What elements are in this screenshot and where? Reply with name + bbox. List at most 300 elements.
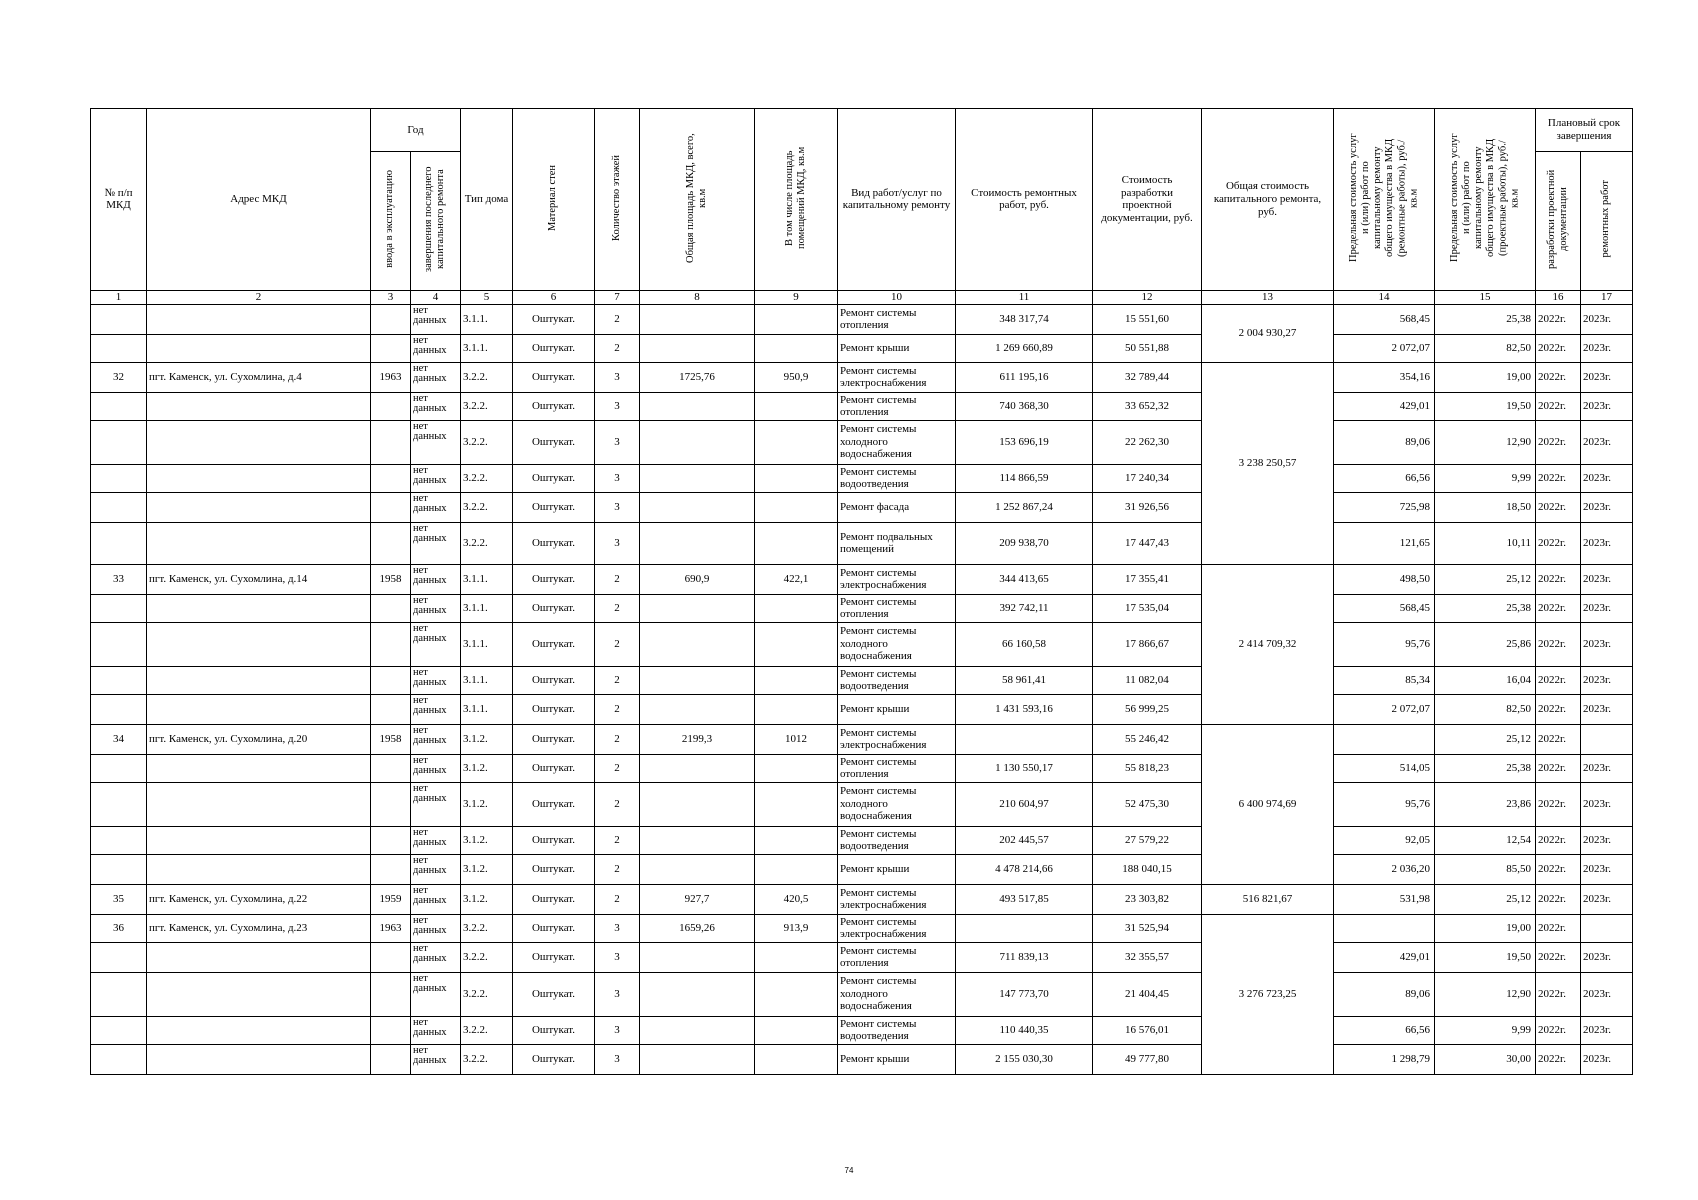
floors-cell: 3 [595, 392, 640, 420]
year-built-cell [371, 420, 411, 464]
repair-cost-cell [956, 914, 1093, 942]
floors-cell: 3 [595, 522, 640, 564]
floors-cell: 2 [595, 884, 640, 914]
header-floors-text: Количество этажей [610, 154, 622, 241]
planned-repair-cell: 2023г. [1581, 1044, 1633, 1074]
limit-repair-cell: 121,65 [1334, 522, 1435, 564]
work-type-cell: Ремонт системы электроснабжения [838, 564, 956, 594]
table-row [91, 362, 1633, 392]
planned-design-cell: 2022г. [1536, 362, 1581, 392]
work-type-cell: Ремонт крыши [838, 334, 956, 362]
planned-design-cell: 2022г. [1536, 694, 1581, 724]
limit-repair-cell: 568,45 [1334, 594, 1435, 622]
row-number-cell: 35 [91, 884, 147, 914]
year-built-cell [371, 782, 411, 826]
total-area-cell [640, 1044, 755, 1074]
row-number-cell: 32 [91, 362, 147, 392]
header-repair-cost: Стоимость ремонтных работ, руб. [956, 109, 1093, 291]
last-repair-status-cell: нет данных [411, 334, 461, 362]
house-type-cell: 3.1.2. [461, 754, 513, 782]
total-area-cell [640, 782, 755, 826]
last-repair-status-cell: нет данных [411, 972, 461, 1016]
column-number: 10 [838, 290, 956, 304]
column-number: 14 [1334, 290, 1435, 304]
last-repair-status-cell: нет данных [411, 754, 461, 782]
last-repair-status-cell: нет данных [411, 782, 461, 826]
total-area-cell: 1659,26 [640, 914, 755, 942]
floors-cell: 2 [595, 334, 640, 362]
year-built-cell [371, 334, 411, 362]
design-cost-cell: 17 355,41 [1093, 564, 1202, 594]
house-type-cell: 3.1.2. [461, 724, 513, 754]
planned-repair-cell: 2023г. [1581, 464, 1633, 492]
planned-design-cell: 2022г. [1536, 492, 1581, 522]
premises-area-cell [755, 594, 838, 622]
floors-cell: 2 [595, 304, 640, 334]
limit-repair-cell: 498,50 [1334, 564, 1435, 594]
wall-material-cell: Оштукат. [513, 754, 595, 782]
planned-repair-cell: 2023г. [1581, 392, 1633, 420]
design-cost-cell: 56 999,25 [1093, 694, 1202, 724]
planned-design-cell: 2022г. [1536, 972, 1581, 1016]
work-type-cell: Ремонт системы холодного водоснабжения [838, 622, 956, 666]
year-built-cell: 1959 [371, 884, 411, 914]
limit-design-cell: 25,38 [1435, 754, 1536, 782]
floors-cell: 2 [595, 622, 640, 666]
column-number: 11 [956, 290, 1093, 304]
house-type-cell: 3.1.1. [461, 304, 513, 334]
header-total-cost: Общая стоимость капитального ремонта, руб. [1202, 109, 1334, 291]
row-number-cell [91, 782, 147, 826]
design-cost-cell: 21 404,45 [1093, 972, 1202, 1016]
work-type-cell: Ремонт системы отопления [838, 942, 956, 972]
last-repair-status-cell: нет данных [411, 1044, 461, 1074]
table-row [91, 420, 1633, 464]
planned-design-cell: 2022г. [1536, 724, 1581, 754]
header-premises-area-text: В том числе площадь помещений МКД, кв.м [783, 146, 807, 249]
total-cost-cell: 3 276 723,25 [1202, 914, 1334, 1074]
premises-area-cell: 950,9 [755, 362, 838, 392]
floors-cell: 3 [595, 972, 640, 1016]
limit-design-cell: 30,00 [1435, 1044, 1536, 1074]
floors-cell: 2 [595, 782, 640, 826]
limit-design-cell: 12,90 [1435, 972, 1536, 1016]
repair-cost-cell: 1 252 867,24 [956, 492, 1093, 522]
repair-cost-cell: 711 839,13 [956, 942, 1093, 972]
limit-design-cell: 85,50 [1435, 854, 1536, 884]
repair-cost-cell: 202 445,57 [956, 826, 1093, 854]
last-repair-status-cell: нет данных [411, 914, 461, 942]
premises-area-cell [755, 826, 838, 854]
planned-repair-cell: 2023г. [1581, 1016, 1633, 1044]
limit-design-cell: 25,12 [1435, 564, 1536, 594]
table-row [91, 942, 1633, 972]
row-number-cell [91, 464, 147, 492]
floors-cell: 2 [595, 826, 640, 854]
header-address: Адрес МКД [147, 109, 371, 291]
header-limit-design [1435, 109, 1536, 291]
column-number: 2 [147, 290, 371, 304]
limit-repair-cell: 2 036,20 [1334, 854, 1435, 884]
design-cost-cell: 17 240,34 [1093, 464, 1202, 492]
planned-repair-cell: 2023г. [1581, 666, 1633, 694]
limit-design-cell: 19,50 [1435, 942, 1536, 972]
total-area-cell: 2199,3 [640, 724, 755, 754]
last-repair-status-cell: нет данных [411, 420, 461, 464]
repair-cost-cell: 66 160,58 [956, 622, 1093, 666]
row-number-cell [91, 972, 147, 1016]
work-type-cell: Ремонт системы холодного водоснабжения [838, 420, 956, 464]
repair-cost-cell: 392 742,11 [956, 594, 1093, 622]
work-type-cell: Ремонт системы отопления [838, 594, 956, 622]
limit-design-cell: 12,90 [1435, 420, 1536, 464]
header-planned-repair-text: ремонтных работ [1600, 180, 1612, 258]
planned-design-cell: 2022г. [1536, 826, 1581, 854]
design-cost-cell: 50 551,88 [1093, 334, 1202, 362]
planned-repair-cell: 2023г. [1581, 594, 1633, 622]
work-type-cell: Ремонт системы отопления [838, 392, 956, 420]
address-cell [147, 392, 371, 420]
total-area-cell [640, 694, 755, 724]
premises-area-cell: 422,1 [755, 564, 838, 594]
address-cell [147, 492, 371, 522]
design-cost-cell: 55 246,42 [1093, 724, 1202, 754]
wall-material-cell: Оштукат. [513, 622, 595, 666]
work-type-cell: Ремонт системы водоотведения [838, 464, 956, 492]
row-number-cell [91, 594, 147, 622]
row-number-cell [91, 694, 147, 724]
design-cost-cell: 33 652,32 [1093, 392, 1202, 420]
floors-cell: 2 [595, 694, 640, 724]
last-repair-status-cell: нет данных [411, 942, 461, 972]
total-area-cell [640, 666, 755, 694]
wall-material-cell: Оштукат. [513, 724, 595, 754]
premises-area-cell [755, 694, 838, 724]
repair-cost-cell: 1 431 593,16 [956, 694, 1093, 724]
year-built-cell [371, 942, 411, 972]
last-repair-status-cell: нет данных [411, 826, 461, 854]
floors-cell: 3 [595, 420, 640, 464]
premises-area-cell [755, 972, 838, 1016]
planned-design-cell: 2022г. [1536, 914, 1581, 942]
table-row [91, 666, 1633, 694]
limit-repair-cell: 429,01 [1334, 392, 1435, 420]
planned-design-cell: 2022г. [1536, 754, 1581, 782]
last-repair-status-cell: нет данных [411, 522, 461, 564]
header-premises-area [755, 109, 838, 291]
planned-design-cell: 2022г. [1536, 854, 1581, 884]
premises-area-cell [755, 782, 838, 826]
row-number-cell [91, 420, 147, 464]
column-number: 3 [371, 290, 411, 304]
premises-area-cell [755, 942, 838, 972]
column-number: 6 [513, 290, 595, 304]
column-number-row [91, 290, 1633, 304]
floors-cell: 3 [595, 1044, 640, 1074]
total-area-cell [640, 594, 755, 622]
house-type-cell: 3.1.2. [461, 884, 513, 914]
floors-cell: 3 [595, 362, 640, 392]
total-area-cell [640, 420, 755, 464]
repair-cost-cell: 611 195,16 [956, 362, 1093, 392]
house-type-cell: 3.1.1. [461, 594, 513, 622]
column-number: 9 [755, 290, 838, 304]
table-row [91, 622, 1633, 666]
work-type-cell: Ремонт системы отопления [838, 754, 956, 782]
wall-material-cell: Оштукат. [513, 392, 595, 420]
limit-repair-cell: 66,56 [1334, 464, 1435, 492]
floors-cell: 3 [595, 942, 640, 972]
work-type-cell: Ремонт системы холодного водоснабжения [838, 782, 956, 826]
total-area-cell [640, 334, 755, 362]
planned-design-cell: 2022г. [1536, 334, 1581, 362]
work-type-cell: Ремонт фасада [838, 492, 956, 522]
table-row [91, 826, 1633, 854]
address-cell [147, 754, 371, 782]
total-area-cell [640, 972, 755, 1016]
work-type-cell: Ремонт системы электроснабжения [838, 724, 956, 754]
header-total-area [640, 109, 755, 291]
limit-design-cell: 25,12 [1435, 724, 1536, 754]
total-area-cell: 1725,76 [640, 362, 755, 392]
last-repair-status-cell: нет данных [411, 622, 461, 666]
premises-area-cell [755, 622, 838, 666]
year-built-cell [371, 754, 411, 782]
repair-cost-cell: 1 269 660,89 [956, 334, 1093, 362]
premises-area-cell [755, 420, 838, 464]
limit-design-cell: 19,00 [1435, 362, 1536, 392]
limit-repair-cell: 95,76 [1334, 782, 1435, 826]
wall-material-cell: Оштукат. [513, 564, 595, 594]
limit-design-cell: 25,38 [1435, 304, 1536, 334]
last-repair-status-cell: нет данных [411, 884, 461, 914]
wall-material-cell: Оштукат. [513, 492, 595, 522]
total-cost-cell: 516 821,67 [1202, 884, 1334, 914]
header-limit-repair [1334, 109, 1435, 291]
floors-cell: 3 [595, 1016, 640, 1044]
column-number: 4 [411, 290, 461, 304]
planned-repair-cell [1581, 724, 1633, 754]
wall-material-cell: Оштукат. [513, 694, 595, 724]
address-cell [147, 464, 371, 492]
design-cost-cell: 17 866,67 [1093, 622, 1202, 666]
planned-design-cell: 2022г. [1536, 564, 1581, 594]
repair-cost-cell: 1 130 550,17 [956, 754, 1093, 782]
planned-repair-cell: 2023г. [1581, 694, 1633, 724]
address-cell [147, 1016, 371, 1044]
year-built-cell: 1958 [371, 564, 411, 594]
limit-design-cell: 25,86 [1435, 622, 1536, 666]
house-type-cell: 3.2.2. [461, 420, 513, 464]
wall-material-cell: Оштукат. [513, 782, 595, 826]
wall-material-cell: Оштукат. [513, 464, 595, 492]
planned-design-cell: 2022г. [1536, 464, 1581, 492]
design-cost-cell: 31 926,56 [1093, 492, 1202, 522]
wall-material-cell: Оштукат. [513, 972, 595, 1016]
limit-design-cell: 82,50 [1435, 694, 1536, 724]
premises-area-cell [755, 334, 838, 362]
last-repair-status-cell: нет данных [411, 1016, 461, 1044]
limit-design-cell: 23,86 [1435, 782, 1536, 826]
address-cell [147, 782, 371, 826]
planned-repair-cell: 2023г. [1581, 362, 1633, 392]
limit-repair-cell: 85,34 [1334, 666, 1435, 694]
planned-repair-cell: 2023г. [1581, 304, 1633, 334]
address-cell [147, 304, 371, 334]
limit-repair-cell: 429,01 [1334, 942, 1435, 972]
address-cell: пгт. Каменск, ул. Сухомлина, д.20 [147, 724, 371, 754]
table-row [91, 1044, 1633, 1074]
planned-design-cell: 2022г. [1536, 594, 1581, 622]
address-cell [147, 942, 371, 972]
limit-design-cell: 16,04 [1435, 666, 1536, 694]
last-repair-status-cell: нет данных [411, 392, 461, 420]
premises-area-cell [755, 754, 838, 782]
design-cost-cell: 52 475,30 [1093, 782, 1202, 826]
limit-repair-cell: 95,76 [1334, 622, 1435, 666]
planned-repair-cell: 2023г. [1581, 492, 1633, 522]
planned-repair-cell: 2023г. [1581, 334, 1633, 362]
house-type-cell: 3.1.2. [461, 854, 513, 884]
header-wall-material [513, 109, 595, 291]
premises-area-cell [755, 1044, 838, 1074]
planned-design-cell: 2022г. [1536, 1044, 1581, 1074]
year-built-cell [371, 1016, 411, 1044]
work-type-cell: Ремонт системы электроснабжения [838, 914, 956, 942]
limit-repair-cell: 568,45 [1334, 304, 1435, 334]
house-type-cell: 3.2.2. [461, 492, 513, 522]
row-number-cell: 33 [91, 564, 147, 594]
capital-repair-table [90, 108, 1633, 1075]
design-cost-cell: 17 535,04 [1093, 594, 1202, 622]
header-work-type: Вид работ/услуг по капитальному ремонту [838, 109, 956, 291]
repair-cost-cell: 348 317,74 [956, 304, 1093, 334]
premises-area-cell [755, 492, 838, 522]
year-built-cell: 1963 [371, 914, 411, 942]
work-type-cell: Ремонт крыши [838, 854, 956, 884]
address-cell [147, 826, 371, 854]
table-row [91, 754, 1633, 782]
work-type-cell: Ремонт системы отопления [838, 304, 956, 334]
year-built-cell [371, 304, 411, 334]
header-year-last-repair [411, 152, 461, 291]
row-number-cell [91, 1016, 147, 1044]
row-number-cell [91, 522, 147, 564]
limit-design-cell: 19,50 [1435, 392, 1536, 420]
planned-repair-cell: 2023г. [1581, 854, 1633, 884]
year-built-cell [371, 622, 411, 666]
table-row [91, 884, 1633, 914]
floors-cell: 2 [595, 754, 640, 782]
limit-repair-cell [1334, 914, 1435, 942]
wall-material-cell: Оштукат. [513, 420, 595, 464]
planned-repair-cell: 2023г. [1581, 942, 1633, 972]
row-number-cell [91, 1044, 147, 1074]
limit-repair-cell: 92,05 [1334, 826, 1435, 854]
floors-cell: 2 [595, 666, 640, 694]
last-repair-status-cell: нет данных [411, 492, 461, 522]
design-cost-cell: 23 303,82 [1093, 884, 1202, 914]
house-type-cell: 3.2.2. [461, 392, 513, 420]
header-limit-design-text: Предельная стоимость услуг и (или) работ по капитальному ремонту общего имущества в МКД (проектные работы), руб./кв.м [1448, 133, 1521, 262]
premises-area-cell: 913,9 [755, 914, 838, 942]
work-type-cell: Ремонт системы электроснабжения [838, 884, 956, 914]
header-year-built [371, 152, 411, 291]
house-type-cell: 3.1.1. [461, 334, 513, 362]
last-repair-status-cell: нет данных [411, 362, 461, 392]
planned-repair-cell: 2023г. [1581, 826, 1633, 854]
year-built-cell [371, 522, 411, 564]
total-area-cell [640, 622, 755, 666]
header-design-cost: Стоимость разработки проектной документации, руб. [1093, 109, 1202, 291]
planned-repair-cell: 2023г. [1581, 782, 1633, 826]
house-type-cell: 3.1.2. [461, 826, 513, 854]
address-cell [147, 854, 371, 884]
table-row [91, 972, 1633, 1016]
planned-design-cell: 2022г. [1536, 522, 1581, 564]
floors-cell: 2 [595, 854, 640, 884]
table-row [91, 304, 1633, 334]
table-row [91, 724, 1633, 754]
row-number-cell [91, 754, 147, 782]
house-type-cell: 3.1.1. [461, 666, 513, 694]
total-area-cell [640, 754, 755, 782]
wall-material-cell: Оштукат. [513, 522, 595, 564]
limit-repair-cell: 89,06 [1334, 420, 1435, 464]
page-number: 74 [844, 1166, 854, 1175]
wall-material-cell: Оштукат. [513, 884, 595, 914]
year-built-cell [371, 972, 411, 1016]
repair-cost-cell: 153 696,19 [956, 420, 1093, 464]
work-type-cell: Ремонт системы электроснабжения [838, 362, 956, 392]
premises-area-cell: 420,5 [755, 884, 838, 914]
house-type-cell: 3.2.2. [461, 972, 513, 1016]
header-total-area-text: Общая площадь МКД, всего, кв.м [684, 132, 708, 263]
limit-repair-cell: 1 298,79 [1334, 1044, 1435, 1074]
total-area-cell [640, 464, 755, 492]
total-area-cell [640, 826, 755, 854]
design-cost-cell: 22 262,30 [1093, 420, 1202, 464]
design-cost-cell: 16 576,01 [1093, 1016, 1202, 1044]
row-number-cell: 34 [91, 724, 147, 754]
limit-design-cell: 18,50 [1435, 492, 1536, 522]
limit-design-cell: 25,12 [1435, 884, 1536, 914]
header-house-type: Тип дома [461, 109, 513, 291]
planned-repair-cell: 2023г. [1581, 622, 1633, 666]
planned-repair-cell: 2023г. [1581, 754, 1633, 782]
total-area-cell: 927,7 [640, 884, 755, 914]
floors-cell: 3 [595, 464, 640, 492]
total-cost-cell: 3 238 250,57 [1202, 362, 1334, 564]
table-row [91, 782, 1633, 826]
limit-repair-cell: 89,06 [1334, 972, 1435, 1016]
planned-repair-cell: 2023г. [1581, 564, 1633, 594]
wall-material-cell: Оштукат. [513, 854, 595, 884]
total-area-cell [640, 854, 755, 884]
address-cell [147, 594, 371, 622]
header-planned-design [1536, 152, 1581, 291]
column-number: 8 [640, 290, 755, 304]
planned-design-cell: 2022г. [1536, 666, 1581, 694]
year-built-cell [371, 392, 411, 420]
address-cell: пгт. Каменск, ул. Сухомлина, д.4 [147, 362, 371, 392]
address-cell [147, 972, 371, 1016]
limit-repair-cell: 2 072,07 [1334, 694, 1435, 724]
year-built-cell [371, 1044, 411, 1074]
work-type-cell: Ремонт системы водоотведения [838, 826, 956, 854]
total-cost-cell: 2 004 930,27 [1202, 304, 1334, 362]
design-cost-cell: 31 525,94 [1093, 914, 1202, 942]
